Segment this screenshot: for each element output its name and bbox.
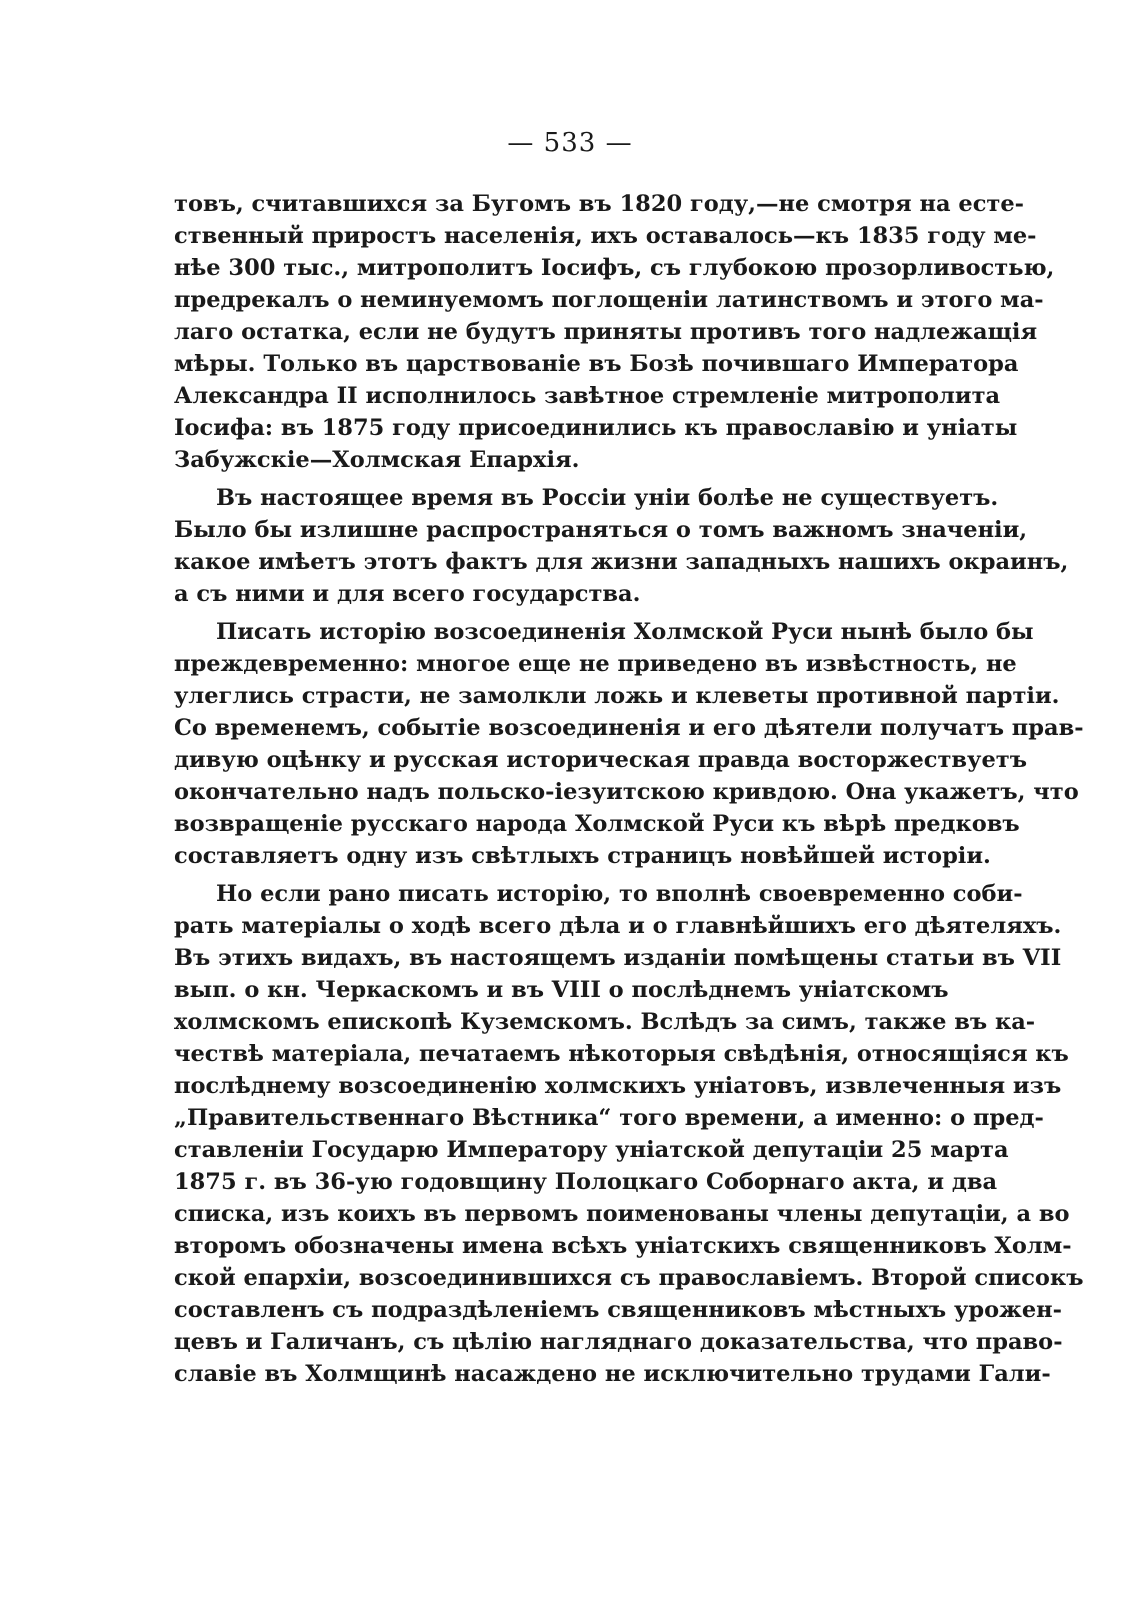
text-line: холмскомъ епископѣ Куземскомъ. Вслѣдъ за симъ, также въ ка- <box>174 1009 1036 1035</box>
text-line: цевъ и Галичанъ, съ цѣлію нагляднаго доказательства, что право- <box>174 1329 1063 1355</box>
text-line: „Правительственнаго Вѣстника“ того времени, а именно: о пред- <box>174 1105 1044 1131</box>
text-line: лаго остатка, если не будутъ приняты противъ того надлежащія <box>174 319 1038 345</box>
text-line: вып. о кн. Черкаскомъ и въ VIII о послѣднемъ уніатскомъ <box>174 977 949 1003</box>
text-line: Но если рано писать исторію, то вполнѣ своевременно соби- <box>216 881 1023 907</box>
text-line: Александра II исполнилось завѣтное стремленіе митрополита <box>174 383 1001 409</box>
text-line: какое имѣетъ этотъ фактъ для жизни западныхъ нашихъ окраинъ, <box>174 549 1069 575</box>
text-line: второмъ обозначены имена всѣхъ уніатскихъ священниковъ Холм- <box>174 1233 1072 1259</box>
body-text <box>174 188 1084 1390</box>
text-line: славіе въ Холмщинѣ насаждено не исключительно трудами Гали- <box>174 1361 1051 1387</box>
text-line: 1875 г. въ 36-ую годовщину Полоцкаго Соборнаго акта, и два <box>174 1169 998 1195</box>
text-line: составляетъ одну изъ свѣтлыхъ страницъ новѣйшей исторіи. <box>174 843 991 869</box>
text-line: Было бы излишне распространяться о томъ важномъ значеніи, <box>174 517 1028 543</box>
text-line: ственный приростъ населенія, ихъ оставалось—къ 1835 году ме- <box>174 223 1037 249</box>
text-line: Забужскіе—Холмская Епархія. <box>174 447 580 473</box>
text-line: нѣе 300 тыс., митрополитъ Іосифъ, съ глубокою прозорливостью, <box>174 255 1055 281</box>
paragraph <box>174 482 1069 610</box>
text-line: окончательно надъ польско-іезуитскою кривдою. Она укажетъ, что <box>174 779 1079 805</box>
text-line: дивую оцѣнку и русская историческая правда восторжествуетъ <box>174 747 1027 773</box>
text-line: а съ ними и для всего государства. <box>174 581 641 607</box>
paragraph <box>174 878 1084 1390</box>
text-line: предрекалъ о неминуемомъ поглощеніи латинствомъ и этого ма- <box>174 287 1044 313</box>
text-line: послѣднему возсоединенію холмскихъ уніатовъ, извлеченныя изъ <box>174 1073 1062 1099</box>
text-line: Іосифа: въ 1875 году присоединились къ православію и уніаты <box>174 415 1018 441</box>
text-line: рать матеріалы о ходѣ всего дѣла и о главнѣйшихъ его дѣятеляхъ. <box>174 913 1062 939</box>
text-line: составленъ съ подраздѣленіемъ священниковъ мѣстныхъ урожен- <box>174 1297 1062 1323</box>
text-line: Со временемъ, событіе возсоединенія и его дѣятели получатъ прав- <box>174 715 1084 741</box>
text-line: преждевременно: многое еще не приведено въ извѣстность, не <box>174 651 1017 677</box>
text-line: мѣры. Только въ царствованіе въ Бозѣ почившаго Императора <box>174 351 1019 377</box>
text-line: товъ, считавшихся за Бугомъ въ 1820 году,—не смотря на есте- <box>174 191 1024 217</box>
text-line: улеглись страсти, не замолкли ложь и клеветы противной партіи. <box>174 683 1060 709</box>
text-line: Въ этихъ видахъ, въ настоящемъ изданіи помѣщены статьи въ VII <box>174 945 1062 971</box>
text-line: Въ настоящее время въ Россіи уніи болѣе не существуетъ. <box>216 485 999 511</box>
text-line: ской епархіи, возсоединившихся съ православіемъ. Второй списокъ <box>174 1265 1084 1291</box>
text-line: ставленіи Государю Императору уніатской депутаціи 25 марта <box>174 1137 1009 1163</box>
page-number: — 533 — <box>507 128 633 158</box>
paragraph <box>174 616 1084 872</box>
text-line: чествѣ матеріала, печатаемъ нѣкоторыя свѣдѣнія, относящіяся къ <box>174 1041 1069 1067</box>
paragraph <box>174 188 1055 476</box>
text-line: возвращеніе русскаго народа Холмской Руси къ вѣрѣ предковъ <box>174 811 1020 837</box>
text-line: Писать исторію возсоединенія Холмской Руси нынѣ было бы <box>216 619 1034 645</box>
text-line: списка, изъ коихъ въ первомъ поименованы члены депутаціи, а во <box>174 1201 1070 1227</box>
